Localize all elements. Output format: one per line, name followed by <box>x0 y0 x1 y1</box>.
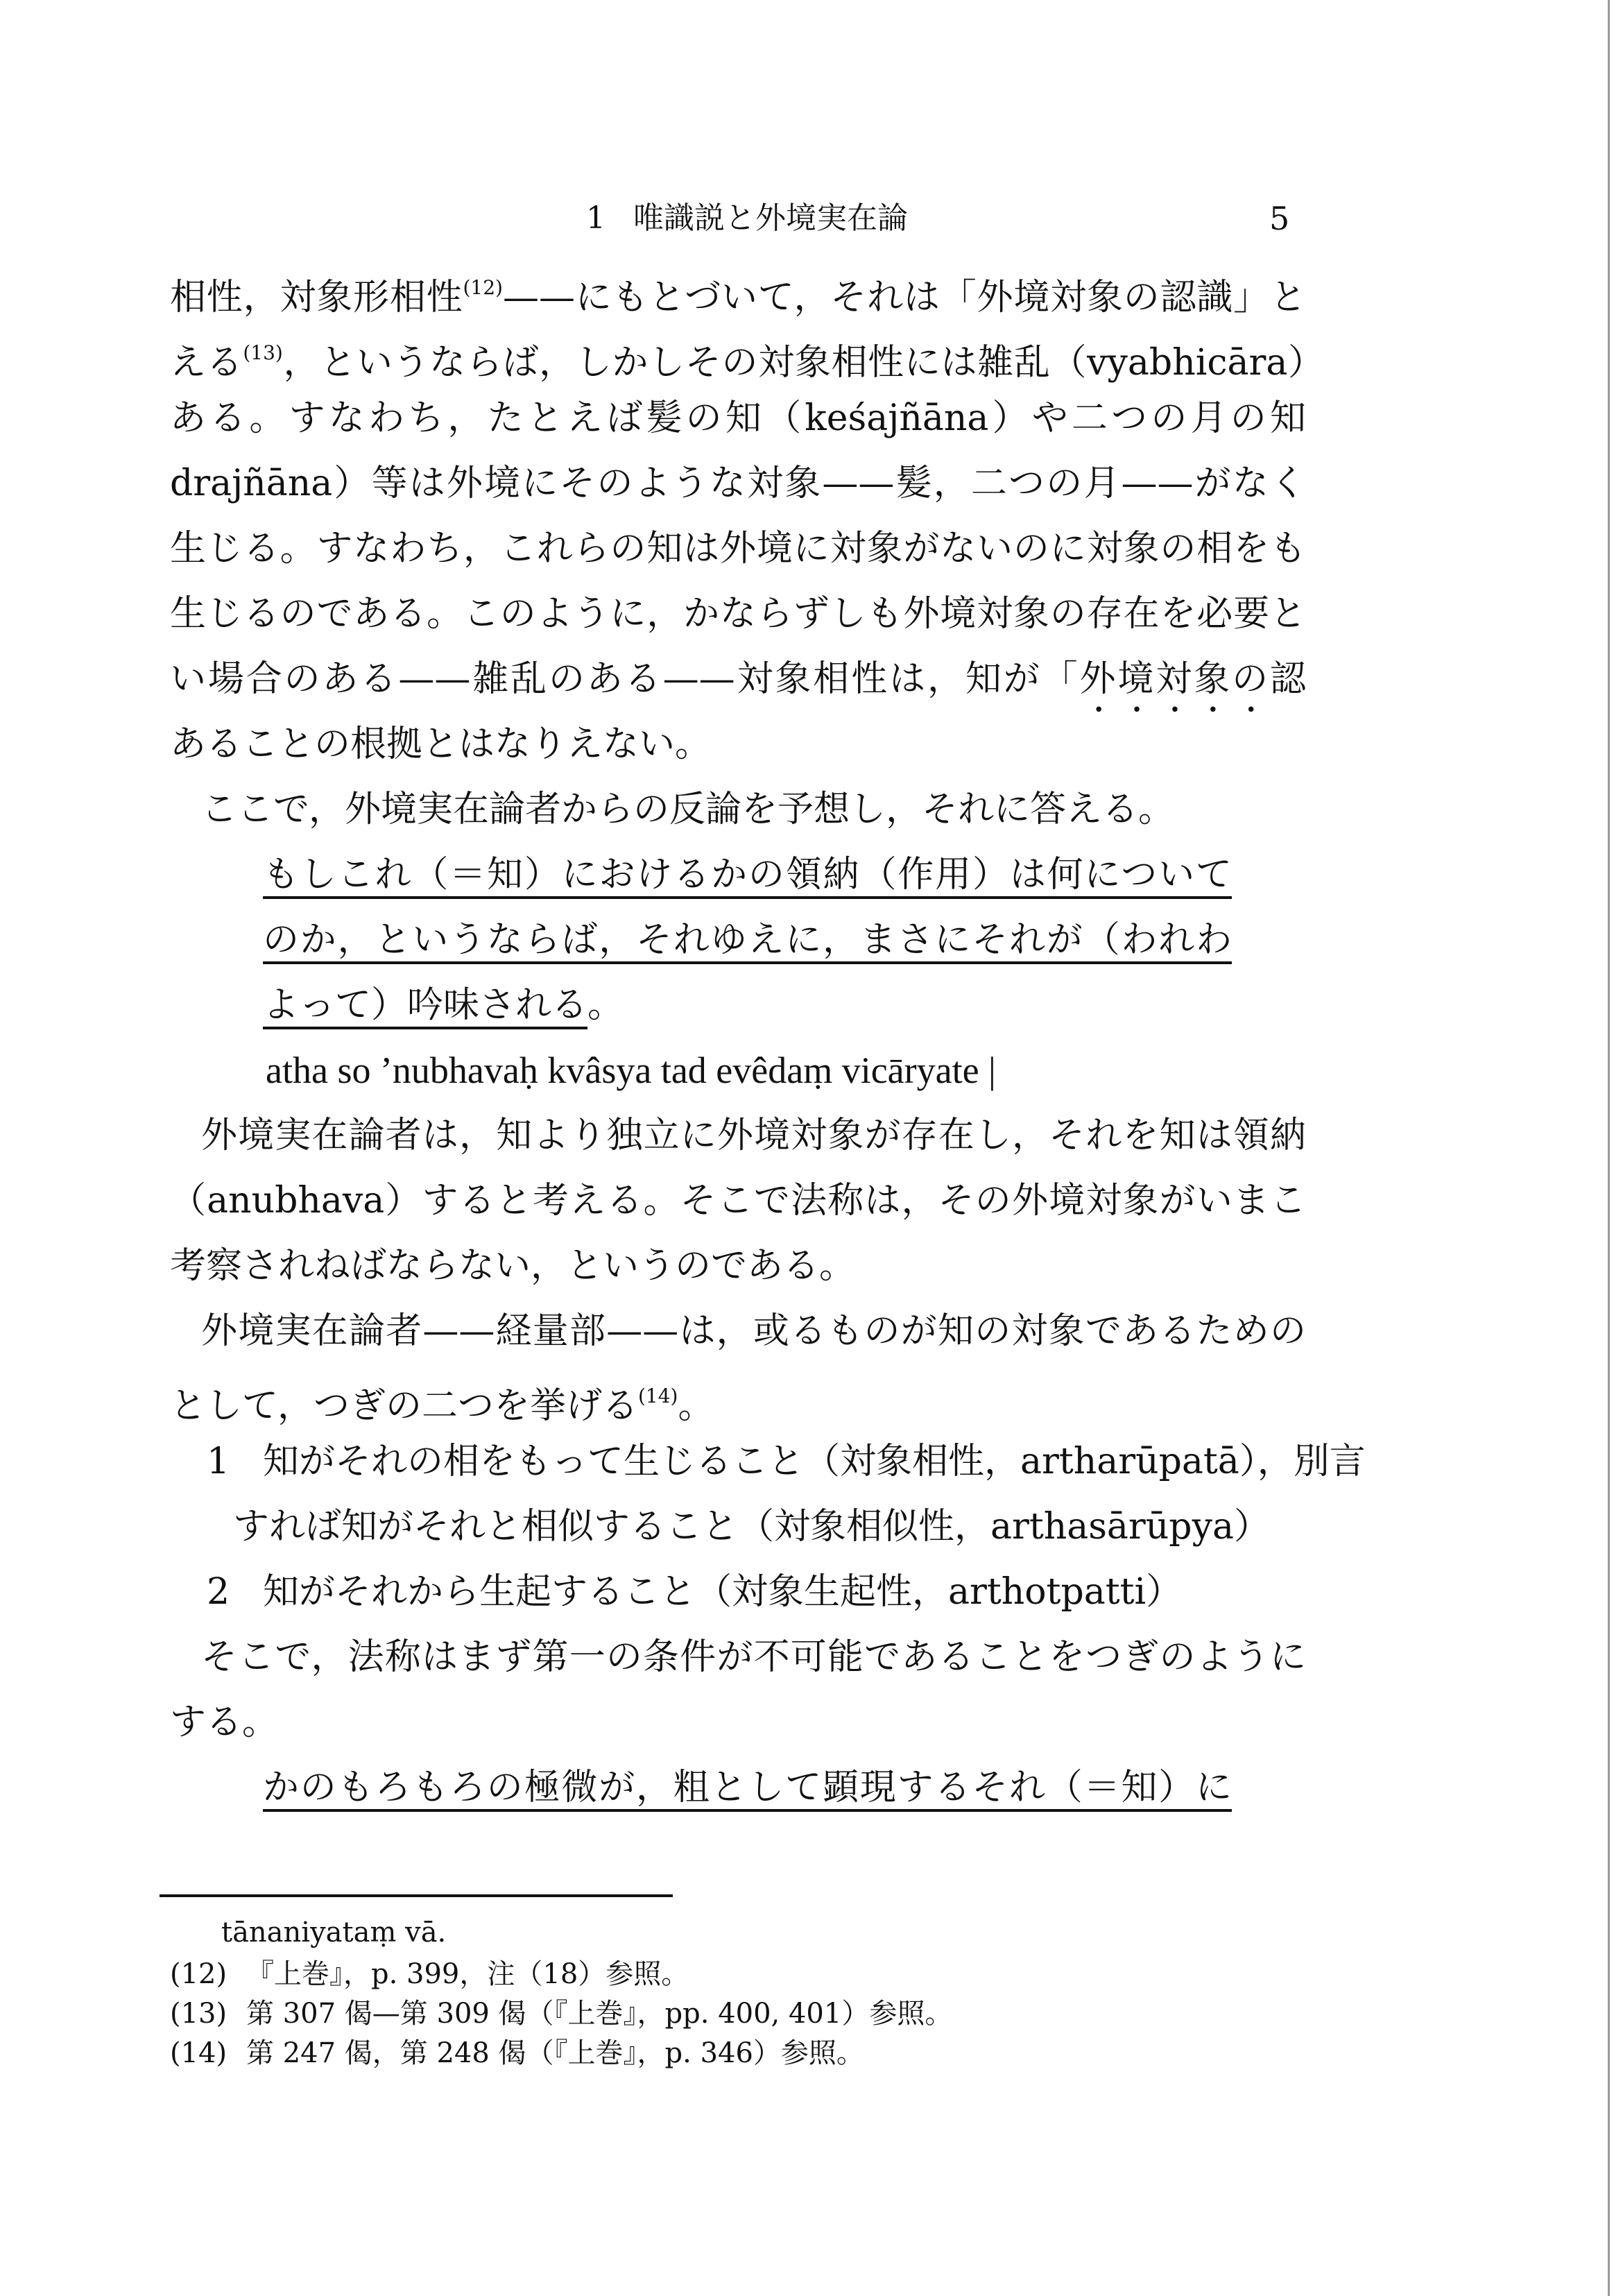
list-number: 1 <box>207 1441 230 1482</box>
text-segment: 認 <box>1269 658 1306 700</box>
footnote-reference[interactable]: (12) <box>463 276 503 299</box>
text-line <box>170 1233 1306 1299</box>
text-line <box>201 1299 1306 1364</box>
text-segment: ここで，外境実在論者からの反論を予想し，それに答える。 <box>201 789 1174 830</box>
text-segment: ある。すなわち，たとえば髪の知（keśajñāna）や二つの月の知 <box>170 397 1306 439</box>
text-segment: drajñāna）等は外境にそのような対象——髪，二つの月——がなく <box>170 463 1306 504</box>
text-segment: える <box>170 342 243 384</box>
text-line <box>170 255 1306 320</box>
footnote-mark: (12) <box>170 1958 227 1990</box>
page-number: 5 <box>1269 200 1290 237</box>
text-line <box>170 1168 1306 1233</box>
footnote-continuation: tānaniyataṃ vā. <box>221 1917 447 1948</box>
text-segment: い場合のある——雑乱のある——対象相性は，知が「 <box>170 658 1080 700</box>
text-segment: かのもろもろの極微が，粗として顕現するそれ（＝知）に <box>263 1767 1232 1808</box>
text-segment: 。 <box>678 1385 714 1427</box>
footnote-text: 『上巻』，p. 399，注（18）参照。 <box>246 1958 689 1990</box>
emphasized-text: 外境対象の <box>1079 658 1270 700</box>
text-segment: 外境実在論者は，知より独立に外境対象が存在し，それを知は領納 <box>201 1115 1306 1156</box>
list-item-line <box>207 1559 1306 1625</box>
text-segment: 生じる。すなわち，これらの知は外境に対象がないのに対象の相をも <box>170 528 1306 569</box>
text-segment: もしこれ（＝知）におけるかの領納（作用）は何について <box>263 854 1232 896</box>
text-segment: 知がそれの相をもって生じること（対象相性，artharūpatā），別言 <box>263 1441 1366 1482</box>
text-segment: そこで，法称はまず第一の条件が不可能であることをつぎのように <box>201 1636 1306 1678</box>
footnote-mark: (14) <box>170 2037 227 2069</box>
text-line <box>170 712 1306 777</box>
text-line <box>170 646 1306 712</box>
running-header <box>586 198 908 239</box>
footnote-reference[interactable]: (13) <box>243 341 283 364</box>
list-number: 2 <box>207 1571 230 1613</box>
text-segment: 外境実在論者——経量部——は，或るものが知の対象であるための <box>201 1310 1306 1352</box>
text-segment: 。 <box>587 984 624 1026</box>
text-line <box>170 386 1306 451</box>
text-line <box>170 1690 1306 1755</box>
footnote <box>170 1994 952 2033</box>
text-segment: ，というならば，しかしその対象相性には雑乱（vyabhicāra） <box>282 342 1306 384</box>
scan-page-edge <box>1608 0 1610 2296</box>
text-segment: よって）吟味される <box>263 984 588 1026</box>
footnote-mark: (13) <box>170 1998 227 2030</box>
text-line <box>170 320 1306 386</box>
text-line <box>201 1625 1306 1690</box>
chapter-number: 1 <box>586 200 606 236</box>
text-segment: 知がそれから生起すること（対象生起性，arthotpatti） <box>263 1571 1183 1613</box>
list-item-line <box>233 1494 1306 1559</box>
text-segment: として，つぎの二つを挙げる <box>170 1385 638 1427</box>
footnote-text: 第 307 偈—第 309 偈（『上巻』，pp. 400, 401）参照。 <box>246 1998 953 2030</box>
text-segment: 認識」と <box>1160 277 1306 318</box>
text-segment: 生じるのである。このように，かならずしも外境対象の存在を必要と <box>170 593 1306 635</box>
list-item-line <box>207 1429 1366 1494</box>
footnote-reference[interactable]: (14) <box>637 1385 678 1407</box>
chapter-title: 唯識説と外境実在論 <box>633 200 908 236</box>
text-line <box>201 777 1306 842</box>
text-line <box>201 1103 1306 1168</box>
text-line <box>170 581 1306 646</box>
footnote <box>170 1955 689 1994</box>
text-line <box>170 1364 1306 1429</box>
quoted-verse-line <box>263 973 1232 1038</box>
text-segment: ——にもとづいて，それは「 <box>502 277 977 318</box>
text-segment: 考察されねばならない，というのである。 <box>170 1245 856 1287</box>
emphasized-text: 外境対象の <box>977 277 1160 318</box>
sanskrit-line <box>266 1038 996 1103</box>
quoted-verse-line <box>263 842 1232 907</box>
text-segment: のか，というならば，それゆえに，まさにそれが（われわ <box>263 919 1232 961</box>
text-segment: する。 <box>170 1702 279 1743</box>
text-segment: すれば知がそれと相似すること（対象相似性，arthasārūpya） <box>233 1506 1270 1548</box>
text-segment: atha so ’nubhavaḥ kvâsya tad evêdaṃ vicāryate | <box>266 1050 996 1091</box>
footnote <box>170 2034 864 2073</box>
quoted-verse-line <box>263 1755 1232 1820</box>
text-segment: 相性，対象形相性 <box>170 277 463 318</box>
quoted-verse-line <box>263 907 1232 973</box>
text-segment: あることの根拠とはなりえない。 <box>170 723 712 765</box>
footnote-text: 第 247 偈，第 248 偈（『上巻』，p. 346）参照。 <box>246 2037 864 2069</box>
text-line <box>170 451 1306 516</box>
text-segment: （anubhava）すると考える。そこで法称は，その外境対象がいまこ <box>170 1180 1306 1222</box>
footnote-rule <box>160 1894 673 1897</box>
text-line <box>170 516 1306 581</box>
